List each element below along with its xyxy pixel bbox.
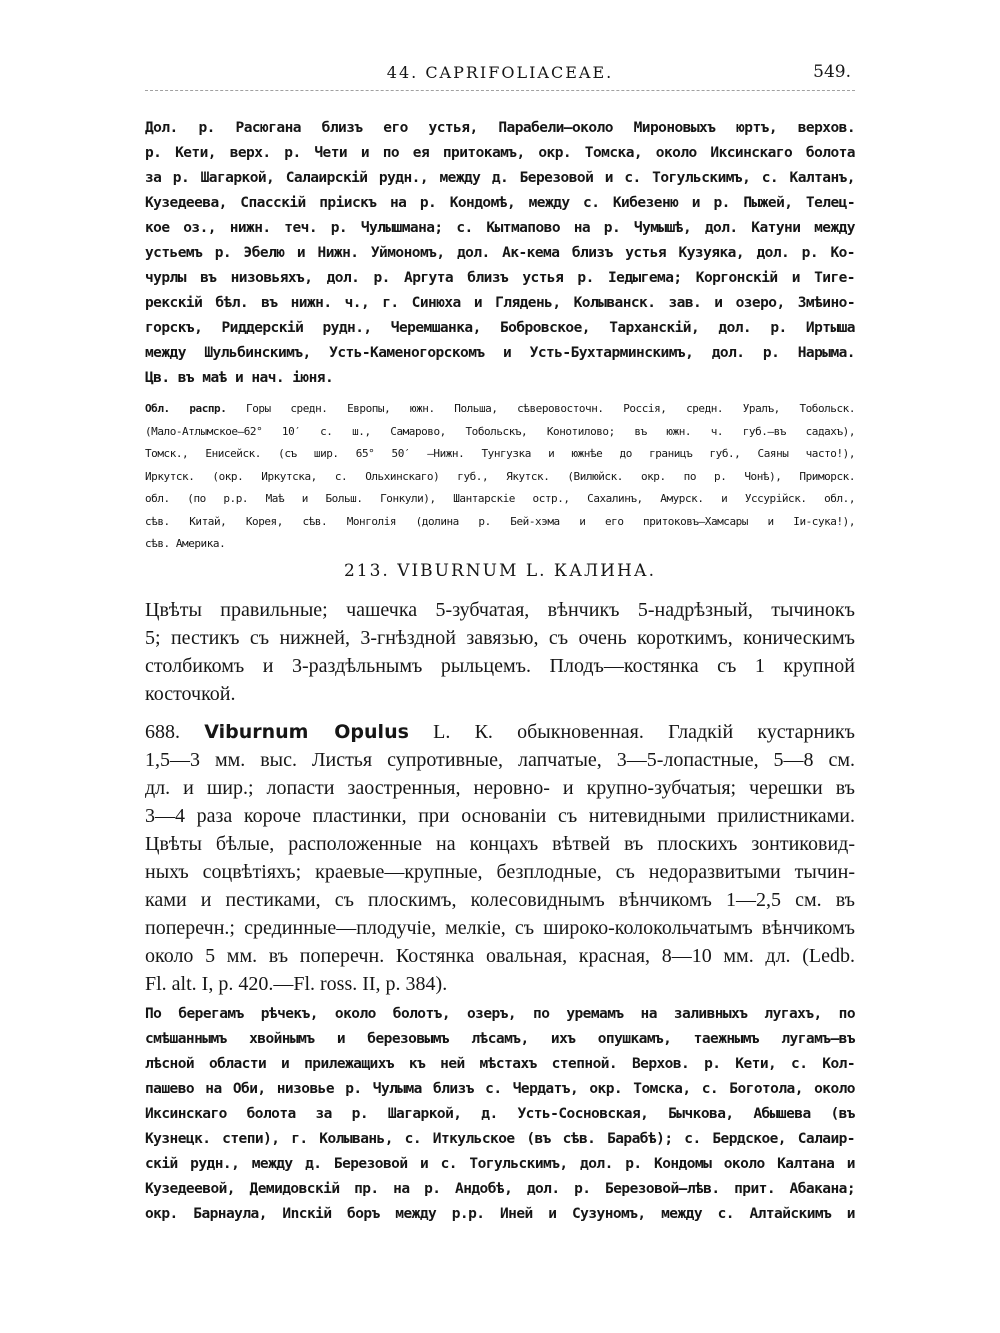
text-line: сѣв. Америка. xyxy=(145,537,226,550)
habitat-paragraph-continued xyxy=(145,116,855,391)
text-line: сѣв. Китай, Корея, сѣв. Монголія (долина р. Бей-хэма и его притоковъ—Хамсары и Іи-сука!), xyxy=(145,514,855,528)
text-line: скій рудн., между д. Березовой и с. Тогульскимъ, дол. р. Кондомы около Калтана и xyxy=(145,1156,855,1172)
text-line: Кузнецк. степи), г. Колывань, с. Иткульское (въ сѣв. Барабѣ); с. Бердское, Салаир- xyxy=(145,1131,855,1147)
species-first-line: L. К. обыкновенная. Гладкій кустарникъ xyxy=(408,721,855,743)
text-line: (Мало-Атлымское—62° 10′ с. ш., Самарово, Тобольскъ, Конотилово; въ южн. ч. губ.—въ садахъ), xyxy=(145,424,855,438)
text-line: косточкой. xyxy=(145,683,236,705)
text-line: чурлы въ низовьяхъ, дол. р. Аргута близъ устья р. Іедыгема; Коргонскій и Тиге- xyxy=(145,270,855,286)
genus-heading: 213. VIBURNUM L. КАЛИНА. xyxy=(343,561,657,581)
page-number: 549. xyxy=(807,62,851,82)
text-line: Цв. въ маѣ и нач. іюня. xyxy=(145,370,334,386)
species-number: 688. xyxy=(145,721,180,743)
text-line: столбикомъ и 3-раздѣльнымъ рыльцемъ. Плодъ—костянка съ 1 крупной xyxy=(145,655,855,677)
text-line: Иркутск. (окр. Иркутска, с. Ольхинскаго) губ., Якутск. (Вилюйск. окр. по р. Чонѣ), Приморск. xyxy=(145,469,855,483)
text-line: обл. (по р.р. Маѣ и Больш. Гонкули), Шантарскіе остр., Сахалинъ, Амурск. и Уссурійск. обл., xyxy=(145,492,855,505)
text-line xyxy=(145,398,855,421)
text-line: Иксинскаго болота за р. Шагаркой, д. Усть-Сосновская, Бычкова, Абышева (въ xyxy=(145,1106,855,1122)
text-line: за р. Шагаркой, Салаирскій рудн., между д. Березовой и с. Тогульскимъ, с. Калтанъ, xyxy=(145,170,855,186)
text-line: 5; пестикъ съ нижней, 3-гнѣздной завязью, съ очень короткимъ, коническимъ xyxy=(145,627,855,649)
text-line: окр. Барнаула, Иnскій боръ между р.р. Иней и Сузуномъ, между с. Алтайскимъ и xyxy=(145,1206,855,1222)
text-line: Fl. alt. I, p. 420.—Fl. ross. II, p. 384). xyxy=(145,973,448,995)
species-description xyxy=(145,718,855,998)
text-line: Дол. р. Расюгана близъ его устья, Парабели—около Мироновыхъ юртъ, верхов. xyxy=(145,120,855,136)
text-line: 3—4 раза короче пластинки, при основаніи съ нитевидными прилистниками. xyxy=(145,805,855,827)
header-title: 44. CAPRIFOLIACEAE. xyxy=(145,63,855,82)
text-line xyxy=(145,718,855,746)
text-line: р. Кети, верх. р. Чети и по ея притокамъ, окр. Томска, около Иксинскаго болота xyxy=(145,145,855,161)
text-line: лѣсной области и прилежащихъ къ ней мѣстахъ степной. Верхов. р. Кети, с. Кол- xyxy=(145,1056,855,1072)
text-line: Кузедеевой, Демидовскій пр. на р. Андобѣ, дол. р. Березовой—лѣв. прит. Абакана; xyxy=(145,1181,855,1197)
text-line: смѣшаннымъ хвойнымъ и березовымъ лѣсамъ, ихъ опушкамъ, таежнымъ лугамъ—въ xyxy=(145,1031,855,1047)
text-line: ныхъ соцвѣтіяхъ; краевые—крупные, безплодные, съ недоразвитыми тычин- xyxy=(145,861,855,883)
text-line: кое оз., нижн. теч. р. Чулышмана; с. Кытмапово на р. Чумышѣ, дол. Катуни между xyxy=(145,220,855,236)
header-rule xyxy=(145,90,855,91)
text-line: Томск., Енисейск. (съ шир. 65° 50′ —Нижн. Тунгузка и южнѣе до границъ губ., Саяны часто!), xyxy=(145,447,855,460)
distribution-label: Обл. распр. xyxy=(145,402,227,415)
text-line: Цвѣты бѣлые, расположенные на концахъ вѣтвей въ плоскихъ зонтиковид- xyxy=(145,833,855,855)
text-line: 1,5—3 мм. выс. Листья супротивные, лапчатые, 3—5-лопастные, 5—8 см. xyxy=(145,749,855,771)
text-line: Цвѣты правильные; чашечка 5-зубчатая, вѣнчикъ 5-надрѣзный, тычинокъ xyxy=(145,599,855,621)
text-line: рекскій бѣл. въ нижн. ч., г. Синюха и Глядень, Колыванск. зав. и озеро, Змѣино- xyxy=(145,295,855,311)
text-line: поперечн.; срединные—плодучіе, мелкіе, съ широко-колокольчатымъ вѣнчикомъ xyxy=(145,917,855,939)
species-habitat-paragraph xyxy=(145,1002,855,1227)
text-line: между Шульбинскимъ, Усть-Каменогорскомъ и Усть-Бухтарминскимъ, дол. р. Нарыма. xyxy=(145,345,855,361)
text-line: устьемъ р. Эбелю и Нижн. Уймономъ, дол. Ак-кема близъ устья Кузуяка, дол. р. Ко- xyxy=(145,245,855,261)
running-header xyxy=(145,62,855,96)
text-line: ками и пестиками, съ плоскимъ, колесовиднымъ вѣнчикомъ 1—2,5 см. въ xyxy=(145,889,855,911)
species-name: Viburnum Opulus xyxy=(204,721,409,743)
text-line: пашево на Оби, низовье р. Чулыма близъ с. Чердатъ, окр. Томска, с. Боготола, около xyxy=(145,1081,855,1097)
text-line: дл. и шир.; лопасти заостренныя, неровно- и крупно-зубчатыя; черешки въ xyxy=(145,777,855,799)
text-line: Кузедеева, Спасскій пріискъ на р. Кондомѣ, между с. Кибезеню и р. Пыжей, Телец- xyxy=(145,195,855,211)
distribution-paragraph xyxy=(145,398,855,556)
text-line: горскъ, Риддерскій рудн., Черемшанка, Бобровское, Тарханскій, дол. р. Иртыша xyxy=(145,320,855,336)
text-line: По берегамъ рѣчекъ, около болотъ, озеръ, по уремамъ на заливныхъ лугахъ, по xyxy=(145,1006,855,1022)
genus-description xyxy=(145,596,855,708)
text-line: около 5 мм. въ поперечн. Костянка овальная, красная, 8—10 мм. дл. (Ledb. xyxy=(145,945,855,967)
distribution-first-line: Горы средн. Европы, южн. Польша, сѣверовосточн. Россія, средн. Уралъ, Тобольск. xyxy=(226,402,855,415)
